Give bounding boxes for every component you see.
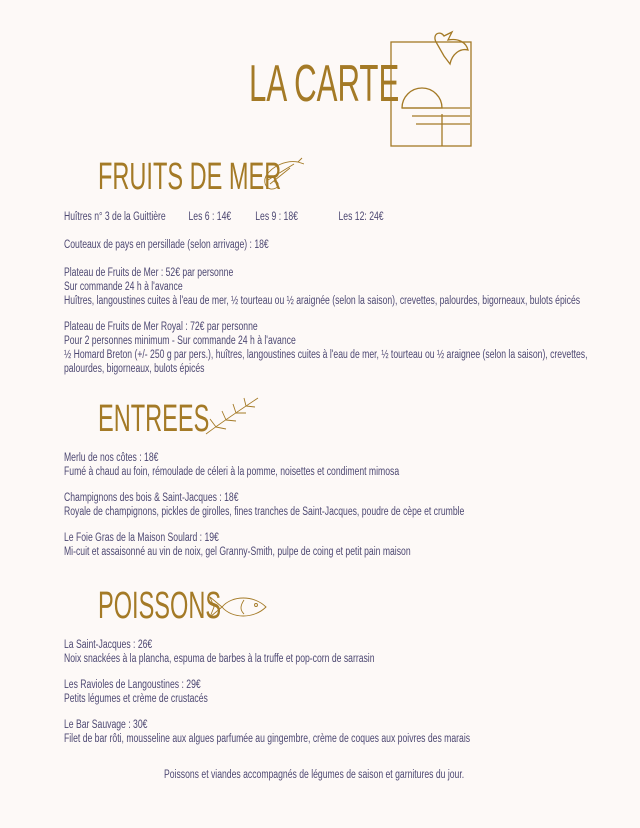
item-desc: Noix snackées à la plancha, espuma de barbes à la truffe et pop-corn de sarrasin [64,653,375,665]
item-name: Plateau de Fruits de Mer : 52€ par personne [64,267,234,279]
item-name: Le Foie Gras de la Maison Soulard : 19€ [64,532,219,544]
section-title-entrees: ENTREES [98,398,210,440]
herb-sprig-icon [202,394,262,436]
poissons-list [64,638,604,746]
fish-icon [208,592,270,622]
item-desc: Fumé à chaud au foin, rémoulade de céleri à la pomme, noisettes et condiment mimosa [64,466,400,478]
item-name: La Saint-Jacques : 26€ [64,639,153,651]
item-desc: Filet de bar rôti, mousseline aux algues parfumée au gingembre, crème de coques aux poivres des marais [64,733,471,745]
section-title-poissons: POISSONS [98,585,222,627]
footer-note: Poissons et viandes accompagnés de légumes de saison et garnitures du jour. [164,769,465,781]
item-note: Sur commande 24 h à l'avance [64,281,183,293]
fruits-de-mer-list [64,210,604,376]
item-desc: Huîtres, langoustines cuites à l'eau de mer, ½ tourteau ou ½ araignée (selon la saison), crevettes, palourdes, bigorneaux, bulots épicés [64,295,581,307]
item-price: Les 12: 24€ [338,211,384,223]
item-name: Le Bar Sauvage : 30€ [64,719,148,731]
item-desc: Mi-cuit et assaisonné au vin de noix, gel Granny-Smith, pulpe de coing et petit pain maison [64,546,411,558]
entrees-list [64,451,604,559]
item-name: Les Ravioles de Langoustines : 29€ [64,679,201,691]
item-desc: Royale de champignons, pickles de girolles, fines tranches de Saint-Jacques, poudre de cèpe et crumble [64,506,465,518]
section-title-fruits-de-mer: FRUITS DE MER [98,156,282,198]
item-name: Huîtres n° 3 de la Guittière [64,211,166,223]
item-price: Les 9 : 18€ [255,211,298,223]
item-desc: palourdes, bigorneaux, bulots épicés [64,363,205,375]
oysters-row [64,210,604,224]
item-note: Pour 2 personnes minimum - Sur commande 24 h à l'avance [64,335,296,347]
shrimp-icon [258,156,304,196]
item-name: Couteaux de pays en persillade (selon arrivage) : 18€ [64,239,269,251]
item-name: Champignons des bois & Saint-Jacques : 18€ [64,492,239,504]
item-desc: ½ Homard Breton (+/- 250 g par pers.), huîtres, langoustines cuites à l'eau de mer, ½ tourteau ou ½ araignee (selon la saison), crevettes, [64,349,588,361]
item-price: Les 6 : 14€ [188,211,232,223]
item-name: Merlu de nos côtes : 18€ [64,452,159,464]
page-title: LA CARTE [249,55,400,113]
item-name: Plateau de Fruits de Mer Royal : 72€ par personne [64,321,258,333]
logo-icon [388,28,474,148]
item-desc: Petits légumes et crème de crustacés [64,693,208,705]
